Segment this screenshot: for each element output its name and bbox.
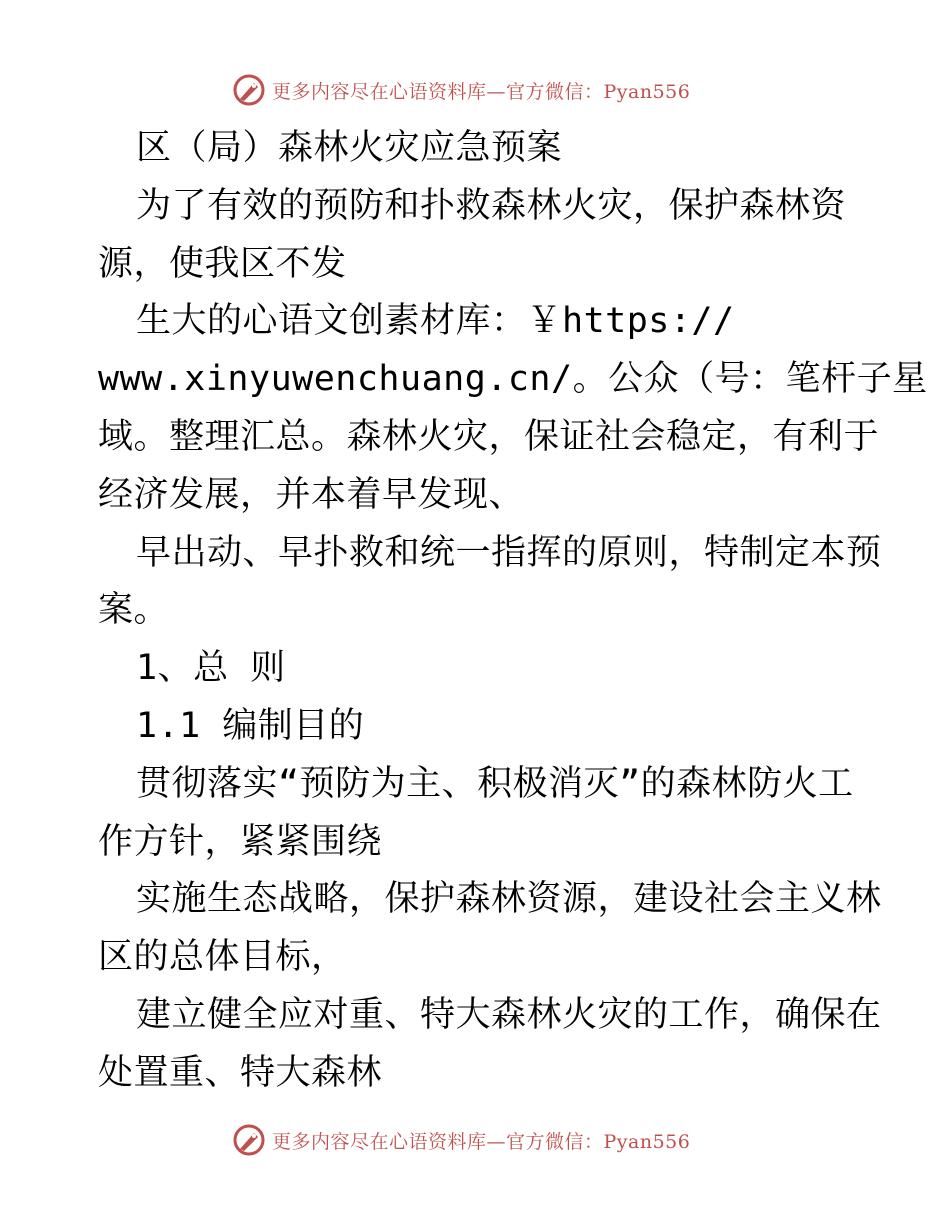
header-watermark-text: 更多内容尽在心语资料库—官方微信：Pyan556 [272,80,691,103]
paragraph-line: 经济发展，并本着早发现、 [98,474,525,515]
paragraph-line: 生大的心语文创素材库：￥https:// [136,301,735,342]
paragraph-line: 源，使我区不发 [98,243,347,284]
footer-watermark-text: 更多内容尽在心语资料库—官方微信：Pyan556 [272,1130,691,1153]
pen-nib-logo-icon [232,73,266,107]
paragraph-line: 作方针，紧紧围绕 [98,821,383,862]
paragraph-line: 案。 [98,590,170,631]
paragraph-line: 早出动、早扑救和统一指挥的原则，特制定本预 [136,532,882,573]
document-body [98,120,928,1103]
footer-watermark [232,1120,712,1160]
subsection-heading: 1.1 编制目的 [136,705,365,746]
paragraph-line: 贯彻落实“预防为主、积极消灭”的森林防火工 [136,763,854,804]
pen-nib-logo-icon [232,1123,266,1157]
paragraph-line: 为了有效的预防和扑救森林火灾，保护森林资 [136,185,847,226]
document-title: 区（局）森林火灾应急预案 [136,128,563,168]
header-watermark [232,70,712,110]
paragraph-line: 处置重、特大森林 [98,1052,383,1093]
paragraph-line: www.xinyuwenchuang.cn/。公众（号：笔杆子星 [98,359,928,400]
paragraph-line: 实施生态战略，保护森林资源，建设社会主义林 [136,879,882,920]
paragraph-line: 建立健全应对重、特大森林火灾的工作，确保在 [136,994,882,1035]
paragraph-line: 域。整理汇总。森林火灾，保证社会稳定，有利于 [98,416,880,457]
paragraph-line: 区的总体目标， [98,937,347,978]
section-heading: 1、总 则 [136,648,286,689]
